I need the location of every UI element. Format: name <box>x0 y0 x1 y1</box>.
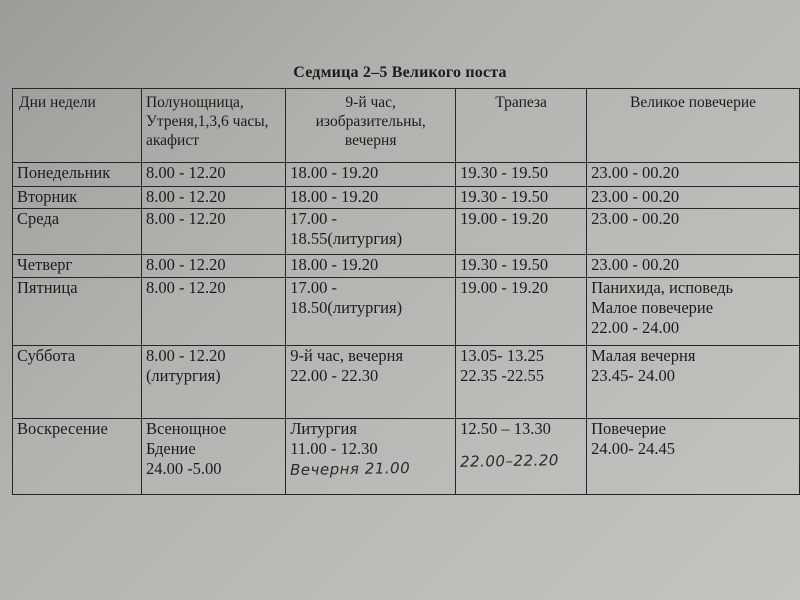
cell <box>456 346 587 419</box>
cell-line: Всенощное <box>145 419 227 438</box>
cell <box>286 346 456 419</box>
cell: 8.00 - 12.20 <box>141 278 285 346</box>
cell <box>587 278 800 346</box>
cell: 23.00 - 00.20 <box>587 163 800 187</box>
cell-line: Бдение <box>145 439 196 458</box>
header-day: Дни недели <box>13 89 142 163</box>
cell: 8.00 - 12.20 <box>141 163 285 187</box>
cell-line: 18.55(литургия) <box>290 229 403 248</box>
day-cell: Воскресение <box>13 419 142 495</box>
table-row <box>13 255 800 278</box>
cell: 8.00 - 12.20 <box>141 209 285 255</box>
table-row <box>13 278 800 346</box>
cell-line: 12.50 – 13.30 <box>460 419 551 438</box>
cell: 19.30 - 19.50 <box>456 255 587 278</box>
cell-line: 9-й час, вечерня <box>290 346 404 365</box>
cell-line: 23.45- 24.00 <box>591 366 675 385</box>
cell-line: 22.00 - 22.30 <box>290 366 379 385</box>
faded-show-through-text <box>145 508 785 538</box>
table-row <box>13 346 800 419</box>
day-cell: Суббота <box>13 346 142 419</box>
cell: 19.00 - 19.20 <box>456 278 587 346</box>
cell <box>587 346 800 419</box>
cell-line: 13.05- 13.25 <box>460 346 544 365</box>
header-ninth: 9-й час, изобразительны, вечерня <box>286 89 456 163</box>
header-midnight: Полунощница, Утреня,1,3,6 часы, акафист <box>141 89 285 163</box>
cell: 8.00 - 12.20 <box>141 187 285 209</box>
cell: 19.00 - 19.20 <box>456 209 587 255</box>
table-row <box>13 163 800 187</box>
cell-line: 22.35 -22.55 <box>460 366 544 385</box>
cell-line: 17.00 - <box>290 209 337 228</box>
cell: 19.30 - 19.50 <box>456 187 587 209</box>
cell: 18.00 - 19.20 <box>286 255 456 278</box>
header-povecherie: Великое повечерие <box>587 89 800 163</box>
day-cell: Четверг <box>13 255 142 278</box>
cell-line: 8.00 - 12.20 <box>145 346 226 365</box>
header-trapeza: Трапеза <box>456 89 587 163</box>
cell: 18.00 - 19.20 <box>286 163 456 187</box>
day-cell: Вторник <box>13 187 142 209</box>
table-row <box>13 419 800 495</box>
cell <box>456 419 587 495</box>
table-row <box>13 209 800 255</box>
table-row <box>13 187 800 209</box>
page-title: Седмица 2–5 Великого поста <box>293 64 507 81</box>
day-cell: Среда <box>13 209 142 255</box>
cell-line: Панихида, исповедь <box>591 278 733 297</box>
cell-line: 11.00 - 12.30 <box>290 439 378 458</box>
cell: 23.00 - 00.20 <box>587 209 800 255</box>
cell-line: 18.50(литургия) <box>290 298 403 317</box>
cell <box>286 278 456 346</box>
cell: 8.00 - 12.20 <box>141 255 285 278</box>
cell <box>286 419 456 495</box>
cell <box>286 209 456 255</box>
cell: 18.00 - 19.20 <box>286 187 456 209</box>
day-cell: Пятница <box>13 278 142 346</box>
handwritten-note: Вечерня 21.00 <box>290 458 411 480</box>
cell-line: Литургия <box>290 419 357 438</box>
cell-line: (литургия) <box>145 366 221 385</box>
cell <box>141 419 285 495</box>
day-cell: Понедельник <box>13 163 142 187</box>
handwritten-note: 22.00–22.20 <box>459 451 560 471</box>
cell-line: 24.00 -5.00 <box>145 459 222 478</box>
cell-line: Малая вечерня <box>591 346 696 365</box>
cell <box>141 346 285 419</box>
cell-line: 17.00 - <box>290 278 337 297</box>
cell: 23.00 - 00.20 <box>587 187 800 209</box>
schedule-table <box>12 88 800 495</box>
cell-line: 22.00 - 24.00 <box>591 318 680 337</box>
header-row <box>13 89 800 163</box>
cell-line: 24.00- 24.45 <box>591 439 675 458</box>
cell-line: Повечерие <box>591 419 666 438</box>
cell-line: Малое повечерие <box>591 298 714 317</box>
cell <box>587 419 800 495</box>
cell: 23.00 - 00.20 <box>587 255 800 278</box>
cell: 19.30 - 19.50 <box>456 163 587 187</box>
